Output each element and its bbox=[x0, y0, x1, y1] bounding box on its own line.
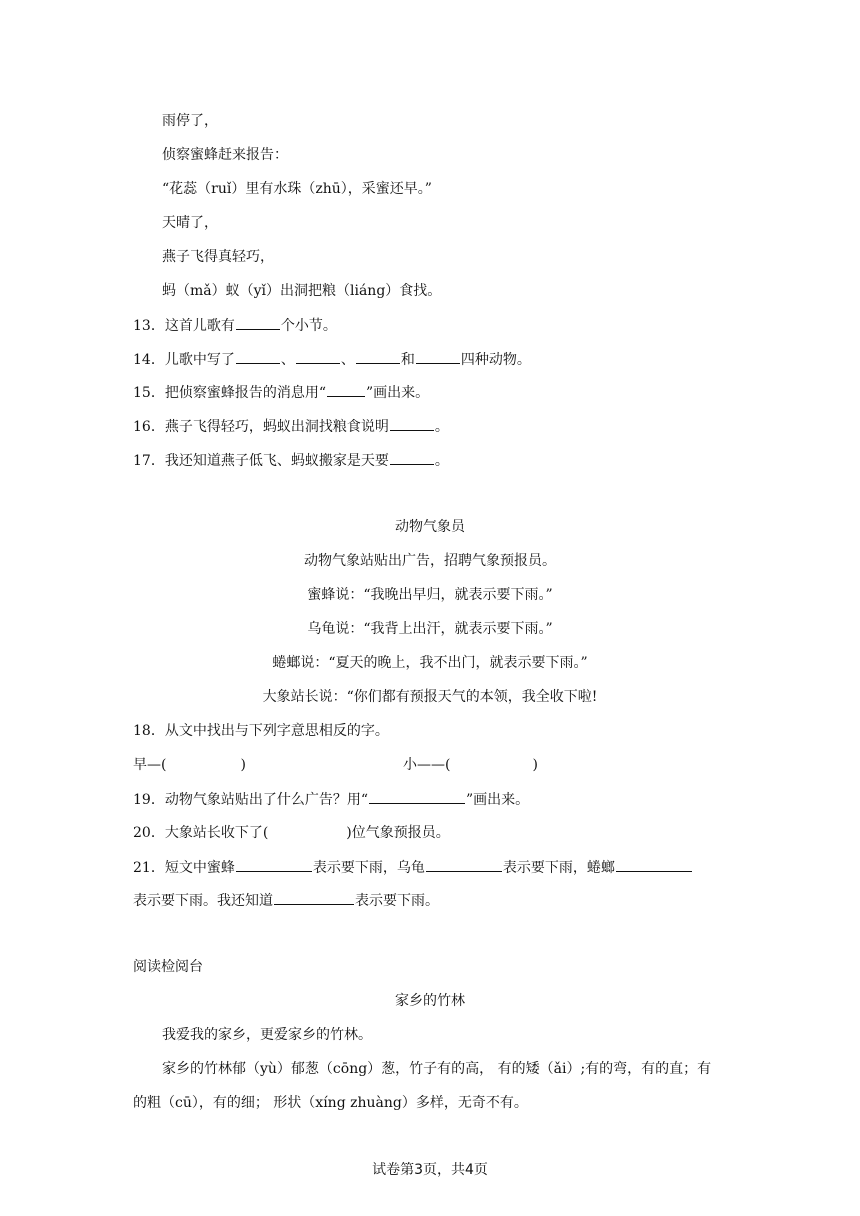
separator: 、 bbox=[280, 352, 295, 368]
question-17-suffix: 。 bbox=[434, 453, 449, 469]
question-14 bbox=[133, 349, 531, 370]
question-14-suffix: 四种动物。 bbox=[460, 352, 531, 368]
question-16 bbox=[133, 416, 449, 437]
pair-b-close: ) bbox=[532, 757, 538, 773]
story-1-line-1: 动物气象站贴出广告，招聘气象预报员。 bbox=[304, 553, 556, 569]
question-21-text: 21．短文中蜜蜂 bbox=[133, 860, 235, 876]
question-15 bbox=[133, 382, 429, 403]
story-2-line-2: 家乡的竹林郁（yù）郁葱（cōng）葱，竹子有的高， 有的矮（ǎi）;有的弯，有的直；有 bbox=[162, 1061, 712, 1077]
question-20-suffix: )位气象预报员。 bbox=[346, 825, 450, 841]
story-1-line-5: 大象站长说：“你们都有预报天气的本领，我全收下啦! bbox=[262, 689, 598, 705]
poem-line-2: 侦察蜜蜂赶来报告： bbox=[162, 147, 288, 163]
question-21-suffix: 表示要下雨。 bbox=[355, 893, 439, 909]
answer-blank[interactable] bbox=[296, 349, 340, 364]
question-21-line-2 bbox=[133, 890, 439, 911]
story-1-line-2: 蜜蜂说：“我晚出早归，就表示要下雨。” bbox=[307, 587, 553, 603]
poem-line-4: 天晴了， bbox=[162, 215, 218, 231]
pair-b-prefix: 小——( bbox=[403, 757, 451, 773]
poem-line-6: 蚂（mǎ）蚁（yǐ）出洞把粮（liáng）食找。 bbox=[162, 283, 442, 299]
question-14-text: 14．儿歌中写了 bbox=[133, 352, 235, 368]
answer-blank[interactable] bbox=[390, 450, 434, 465]
answer-blank[interactable] bbox=[236, 315, 280, 330]
story-1-line-4: 蜷螂说：“夏天的晚上，我不出门，就表示要下雨。” bbox=[272, 655, 588, 671]
story-1-line-3: 乌龟说：“我背上出汗，就表示要下雨。” bbox=[307, 621, 553, 637]
question-13-suffix: 个小节。 bbox=[280, 318, 337, 334]
question-20-text: 20．大象站长收下了( bbox=[133, 825, 269, 841]
question-13-text: 13．这首儿歌有 bbox=[133, 318, 235, 334]
question-20 bbox=[133, 823, 450, 843]
story-2-line-1: 我爱我的家乡，更爱家乡的竹林。 bbox=[162, 1027, 372, 1043]
question-19 bbox=[133, 789, 529, 810]
answer-blank[interactable] bbox=[426, 857, 502, 872]
question-21 bbox=[133, 857, 693, 878]
poem-line-5: 燕子飞得真轻巧， bbox=[162, 249, 274, 265]
separator: 、 bbox=[340, 352, 355, 368]
question-21-mid-2: 表示要下雨，蜷螂 bbox=[502, 860, 615, 876]
question-17-text: 17．我还知道燕子低飞、蚂蚁搬家是天要 bbox=[133, 453, 389, 469]
question-17 bbox=[133, 450, 449, 471]
question-15-suffix: ”画出来。 bbox=[365, 385, 430, 401]
story-1-title: 动物气象员 bbox=[395, 519, 465, 535]
question-16-text: 16．燕子飞得轻巧，蚂蚁出洞找粮食说明 bbox=[133, 419, 389, 435]
answer-blank[interactable] bbox=[369, 789, 465, 804]
question-13 bbox=[133, 315, 337, 336]
separator: 和 bbox=[400, 352, 415, 368]
poem-line-1: 雨停了， bbox=[162, 113, 218, 129]
answer-blank[interactable] bbox=[356, 349, 400, 364]
answer-blank[interactable] bbox=[390, 416, 434, 431]
answer-blank[interactable] bbox=[616, 857, 692, 872]
answer-blank[interactable] bbox=[274, 890, 354, 905]
question-21-mid-1: 表示要下雨，乌龟 bbox=[312, 860, 425, 876]
question-18-pair-a bbox=[133, 755, 246, 775]
story-2-title: 家乡的竹林 bbox=[395, 993, 465, 1009]
question-18: 18．从文中找出与下列字意思相反的字。 bbox=[133, 723, 389, 739]
answer-blank[interactable] bbox=[236, 857, 312, 872]
question-21-text-2: 表示要下雨。我还知道 bbox=[133, 893, 273, 909]
answer-blank[interactable] bbox=[327, 382, 365, 397]
question-19-suffix: ”画出来。 bbox=[465, 792, 530, 808]
question-18-pair-b bbox=[403, 755, 538, 775]
question-19-text: 19．动物气象站贴出了什么广告？用“ bbox=[133, 792, 368, 808]
poem-line-3: “花蕊（ruǐ）里有水珠（zhū），采蜜还早。” bbox=[162, 181, 432, 197]
page-footer: 试卷第3页，共4页 bbox=[372, 1162, 488, 1178]
question-16-suffix: 。 bbox=[434, 419, 449, 435]
answer-blank[interactable] bbox=[416, 349, 460, 364]
story-2-line-3: 的粗（cū），有的细； 形状（xíng zhuàng）多样，无奇不有。 bbox=[133, 1095, 528, 1111]
question-15-text: 15．把侦察蜜蜂报告的消息用“ bbox=[133, 385, 326, 401]
pair-a-close: ) bbox=[240, 757, 246, 773]
pair-a-prefix: 早—( bbox=[133, 757, 167, 773]
section-label: 阅读检阅台 bbox=[133, 959, 203, 975]
answer-blank[interactable] bbox=[236, 349, 280, 364]
